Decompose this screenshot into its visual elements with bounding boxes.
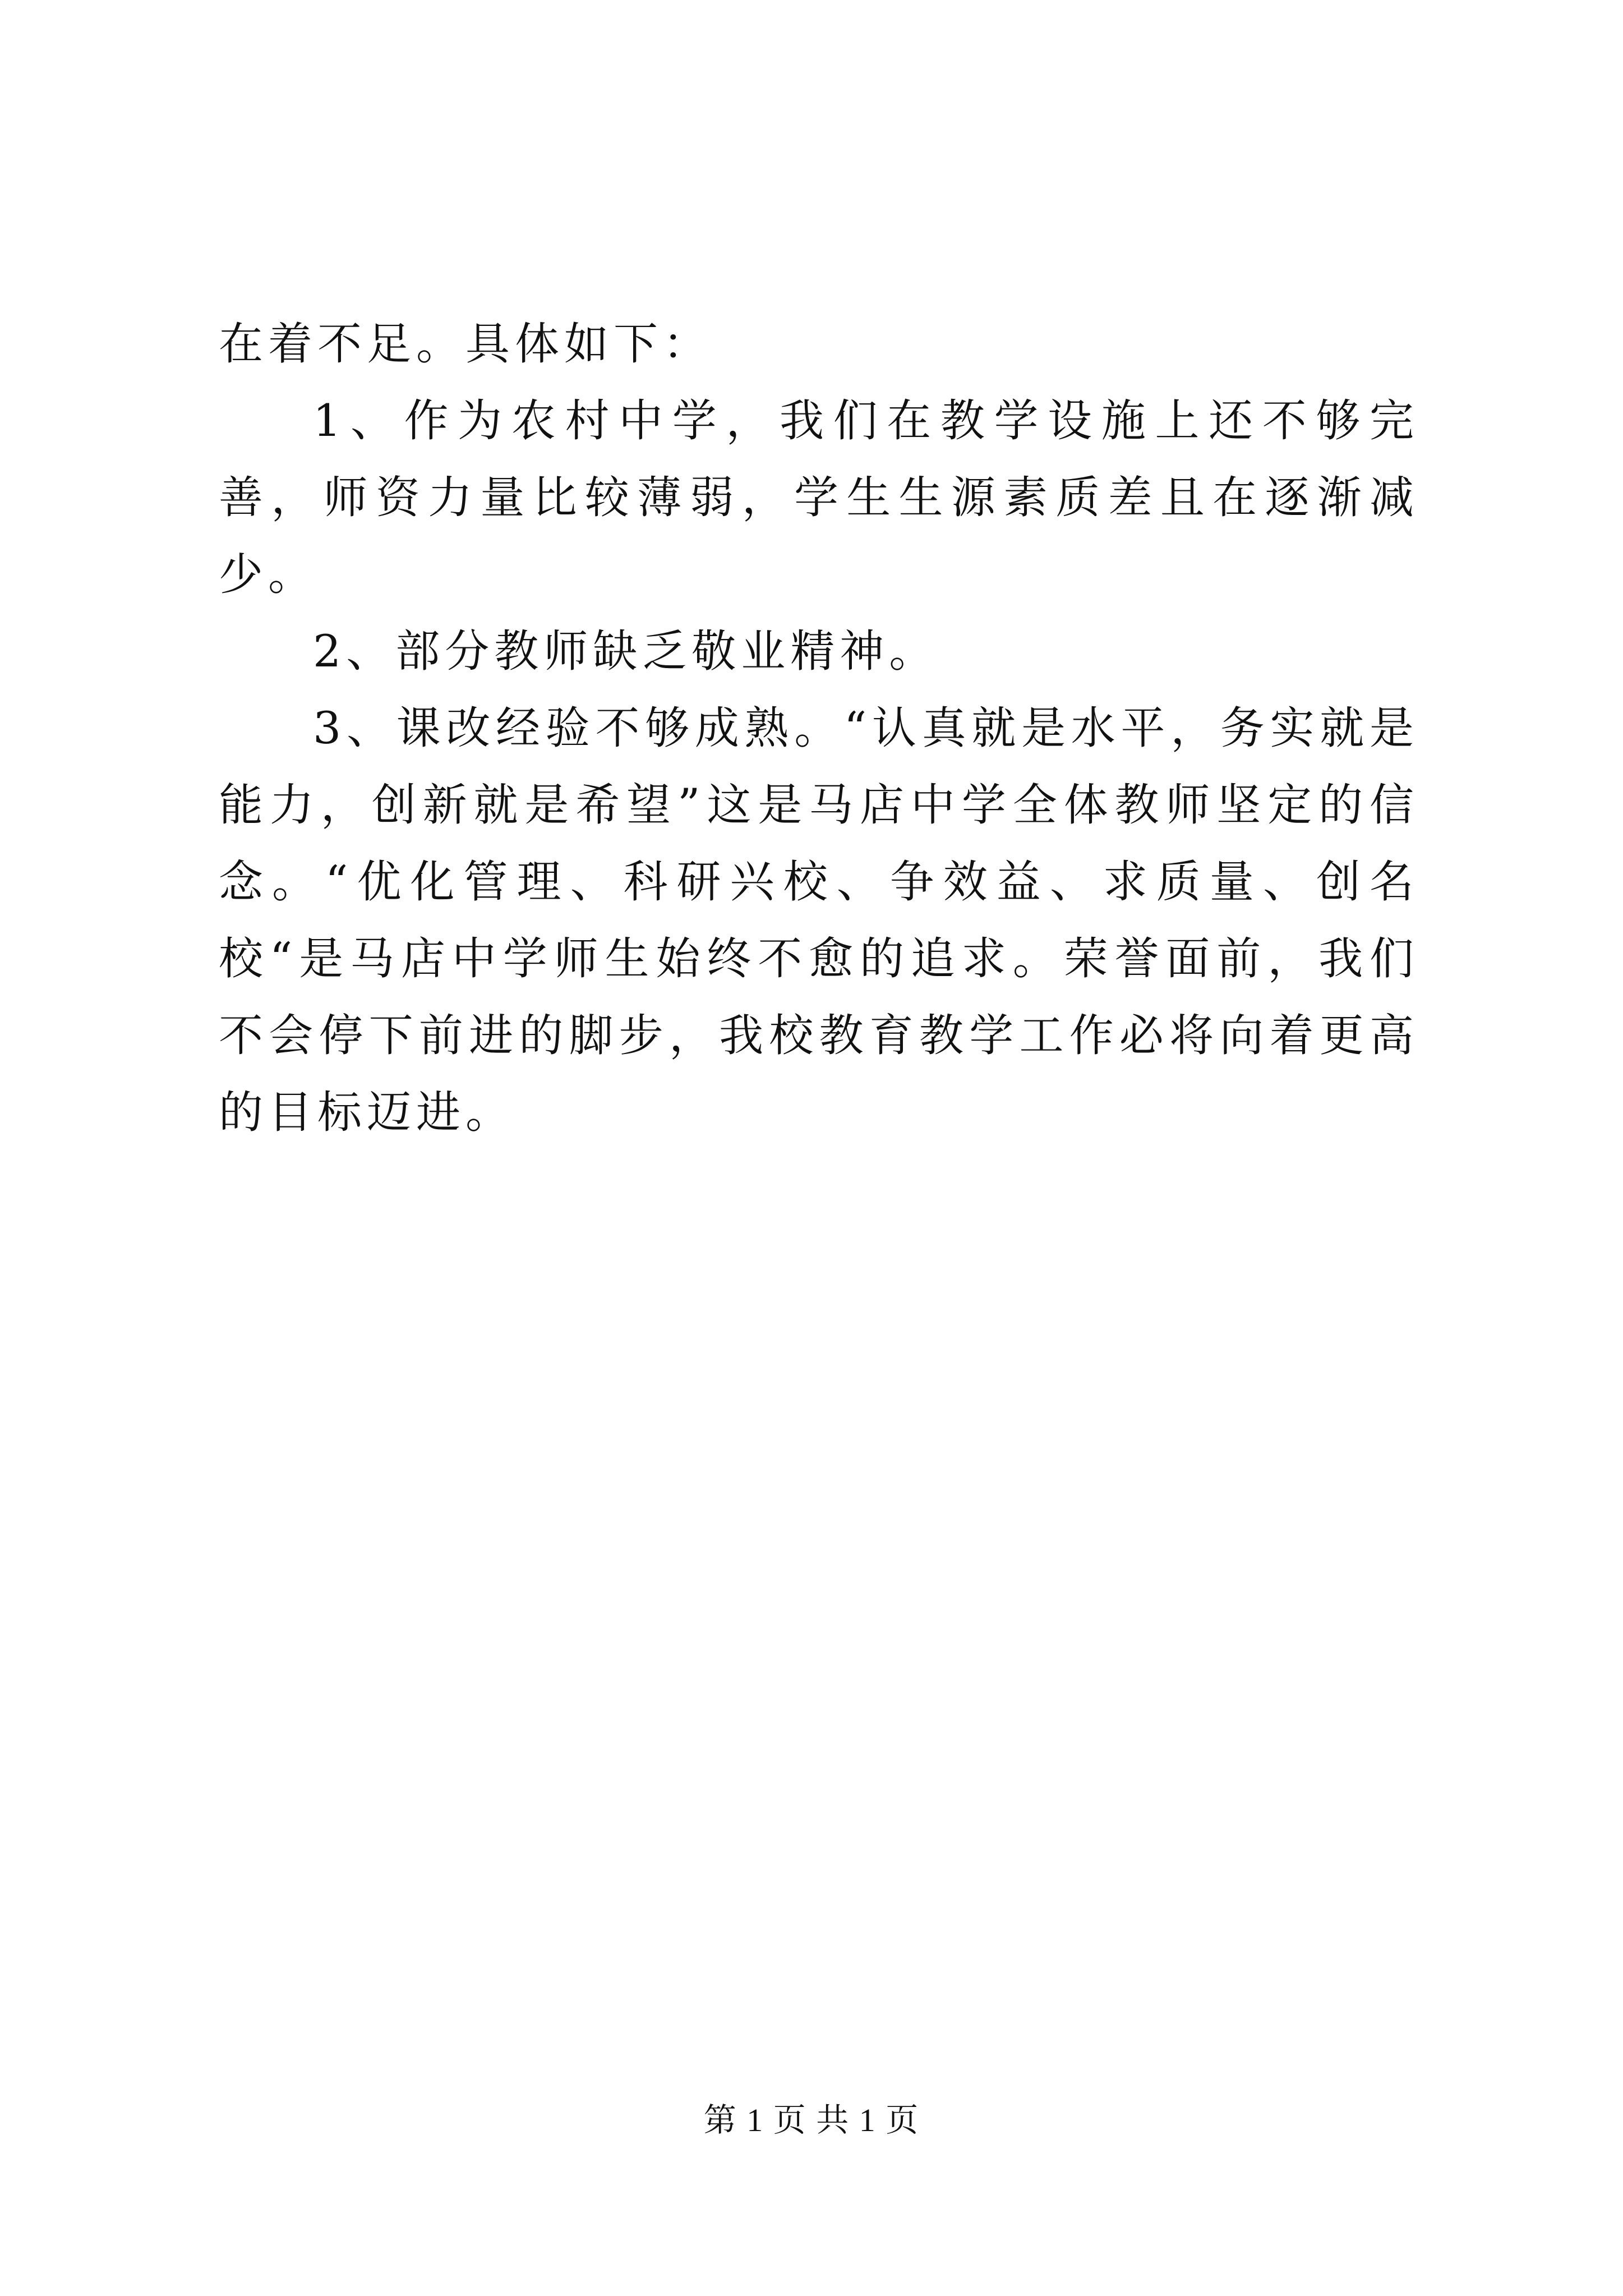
page-footer: 第 1 页 共 1 页 [703, 2102, 920, 2138]
paragraph-item-2: 2、部分教师缺乏敬业精神。 [313, 625, 939, 677]
paragraph-item-1: 1、作为农村中学，我们在教学设施上还不够完善，师资力量比较薄弱，学生生源素质差且在逐渐减少。 [219, 395, 1419, 600]
document-body [219, 306, 1419, 1151]
paragraph-item-3: 3、课改经验不够成熟。“认真就是水平，务实就是能力，创新就是希望”这是马店中学全体教师坚定的信念。“优化管理、科研兴校、争效益、求质量、创名校“是马店中学师生始终不愈的追求。荣誉面前，我们不会停下前进的脚步，我校教育教学工作必将向着更高的目标迈进。 [219, 702, 1419, 1138]
paragraph-continuation: 在着不足。具体如下： [219, 318, 712, 370]
